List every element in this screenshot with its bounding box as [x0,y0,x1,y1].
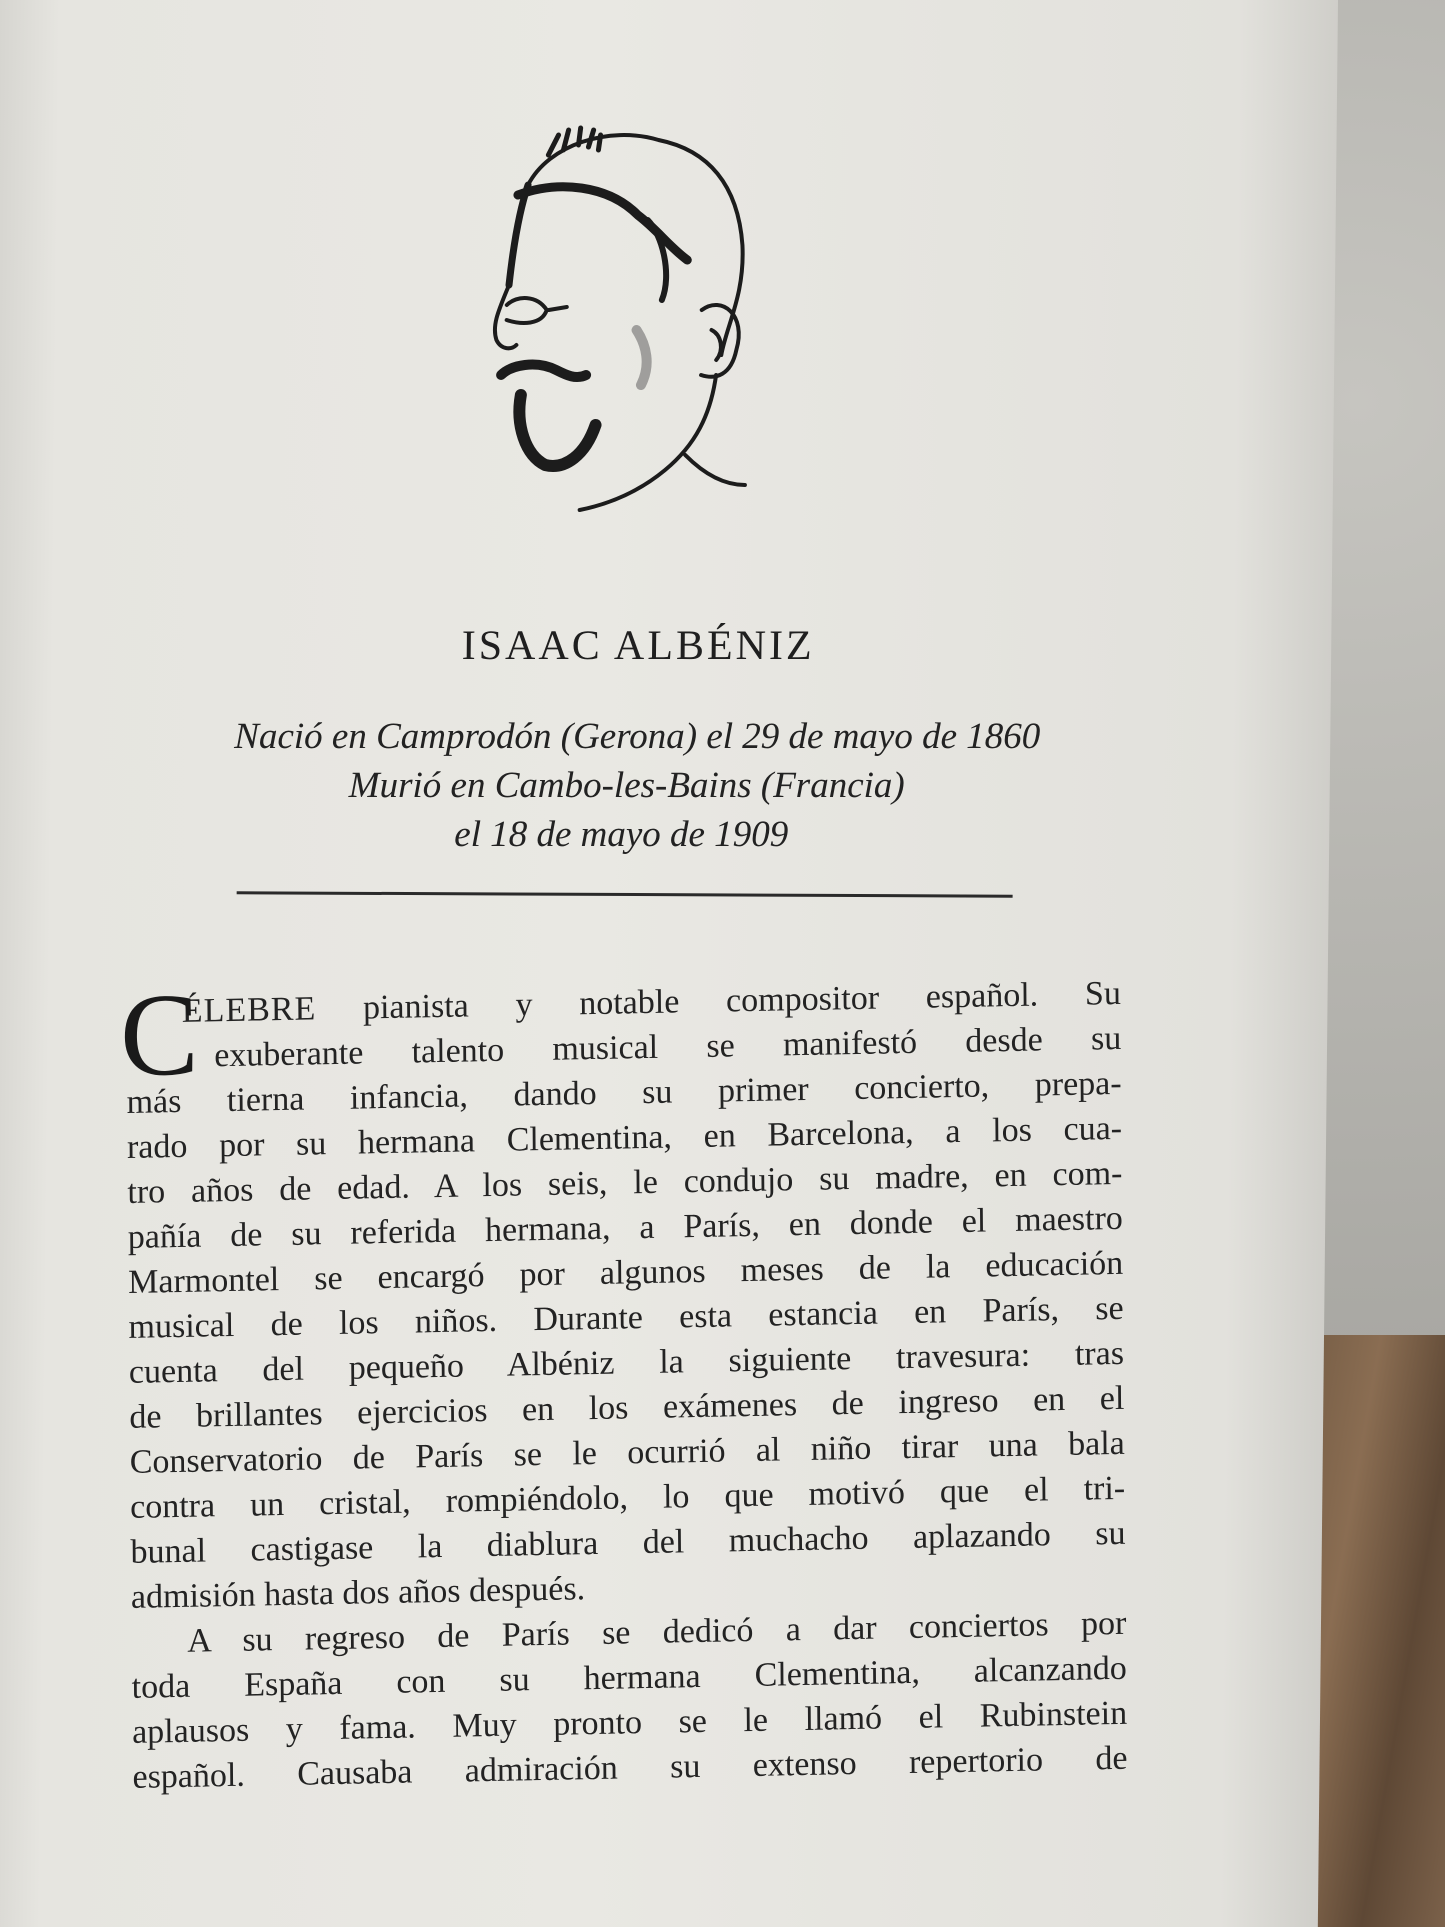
text-line: de brillantes ejercicios en los exámenes de ingreso en el [129,1379,1125,1436]
text-line: cuenta del pequeño Albéniz la siguiente travesura: tras [128,1334,1125,1391]
text-line: contra un cristal, rompiéndolo, lo que motivó que el tri- [129,1469,1126,1526]
text-line: admisión hasta dos años después. [130,1570,586,1616]
text-line: bunal castigase la diablura del muchacho aplazando su [130,1514,1126,1571]
text-line: español. Causaba admiración su extenso repertorio de [132,1739,1128,1796]
text-line: exuberante talento musical se manifestó desde su [214,1019,1122,1075]
text-line: pañía de su referida hermana, a París, en donde el maestro [127,1199,1123,1256]
composer-name-heading: ISAAC ALBÉNIZ [461,623,815,669]
first-word-rest: ÉLEBRE [181,990,317,1030]
death-line-1: Murió en Cambo-les-Bains (Francia) [348,765,905,806]
text-line: toda España con su hermana Clementina, alcanzando [131,1649,1127,1706]
text-line: musical de los niños. Durante esta estancia en París, se [128,1289,1124,1346]
drop-cap: C [119,968,200,1102]
text-line: rado por su hermana Clementina, en Barcelona, a los cua- [126,1109,1123,1166]
text-line: Conservatorio de París se le ocurrió al niño tirar una bala [129,1424,1125,1481]
death-line-2: el 18 de mayo de 1909 [454,814,789,855]
text-line: A su regreso de París se dedicó a dar conciertos por [187,1604,1127,1660]
text-line: aplausos y fama. Muy pronto se le llamó el Rubinstein [131,1694,1128,1751]
biography-text [119,968,1128,1800]
portrait-illustration [484,125,804,555]
birth-line: Nació en Camprodón (Gerona) el 29 de mayo de 1860 [234,716,1041,757]
divider-rule [237,891,1013,897]
text-line: más tierna infancia, dando su primer concierto, prepa- [126,1064,1122,1121]
text-line-content: pianista y notable compositor español. Su [362,974,1122,1027]
text-line: tro años de edad. A los seis, le condujo su madre, en com- [127,1154,1123,1211]
text-line: Marmontel se encargó por algunos meses de la educación [128,1244,1124,1301]
